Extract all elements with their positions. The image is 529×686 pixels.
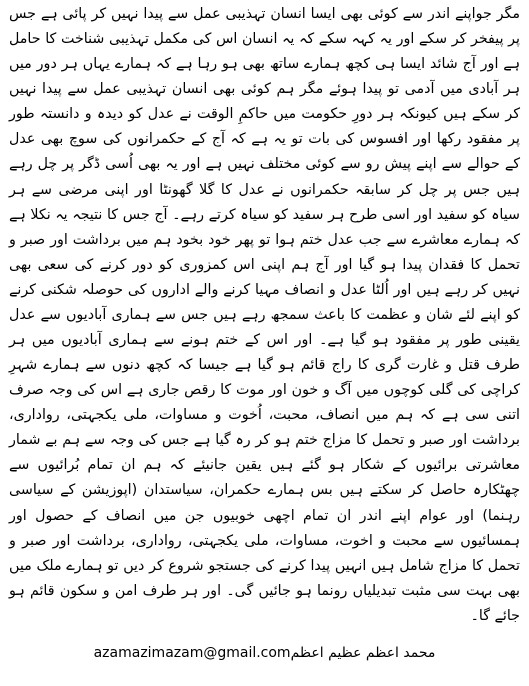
author-name: محمد اعظم عظیم اعظم xyxy=(290,645,436,661)
article-body: مگر جواپنے اندر سے کوئی بھی ایسا انسان تہذیبی عمل سے پیدا نہیں کر پائی ہے جس پر پیفخر کر سکے اور یہ کہہ سکے کہ یہ انسان اس کی مکمل تہذیبی شناخت کا حامل ہے اور آج شائد ایسا ہی کچھ ہمارے ساتھ بھی ہو رہا ہے کہ ہمارے یہاں ہر دور میں ہر آبادی میں آدمی تو پیدا ہوئے مگر ہم کوئی بھی انسان تہذیبی عمل سے پیدا نہیں کر سکے ہیں کیونکہ ہر دورِ حکومت میں حاکمِ الوقت نے عدل کو دیدہ و دانستہ طور پر مفقود رکھا اور افسوس کی بات تو یہ ہے کہ آج کے حکمرانوں کی سوچ بھی عدل کے حوالے سے اپنے پیش رو سے کوئی مختلف نہیں ہے اور یہ بھی اُسی ڈگر پر چل رہے ہیں جس پر چل کر سابقہ حکمرانوں نے عدل کا گلا گھونٹا اور اپنی مرضی سے ہر سیاہ کو سفید اور اسی طرح ہر سفید کو سیاہ کرتے رہے۔ آج جس کا نتیجہ یہ نکلا ہے کہ ہمارے معاشرے سے جب عدل ختم ہوا تو پھر خود بخود ہم میں برداشت اور صبر و تحمل کا فقدان پیدا ہو گیا اور آج ہم اپنی اس کمزوری کو دور کرنے کی سعی بھی نہیں کر رہے ہیں اور اُلٹا عدل و انصاف مہیا کرنے والے اداروں کی حوصلہ شکنی کرنے کو اپنے لئے شان و عظمت کا باعث سمجھ رہے ہیں جس سے ہماری آبادیوں سے عدل یقینی طور پر مفقود ہو گیا ہے۔ اور اس کے ختم ہونے سے ہماری آبادیوں میں ہر طرف قتل و غارت گری کا راج قائم ہو گیا ہے جیسا کہ کچھ دنوں سے ہمارے شہرِ کراچی کی گلی کوچوں میں آگ و خون اور موت کا رقص جاری ہے اس کی وجہ صرف اتنی سی ہے کہ ہم میں انصاف، محبت، اُخوت و مساوات، ملی یکجہتی، رواداری، برداشت اور صبر و تحمل کا مزاج ختم ہو کر رہ گیا ہے جس کی وجہ سے ہم بے شمار معاشرتی برائیوں کے شکار ہو گئے ہیں یقین جانیئے کہ ہم ان تمام بُرائیوں سے چھٹکارہ حاصل کر سکتے ہیں بس ہمارے حکمران، سیاستدان (اپوزیشن کے سیاسی رہنما) اور عوام اپنے اندر ان تمام اچھی خوبیوں جن میں انصاف کے حصول اور ہمسائیوں سے محبت و اخوت، مساوات، ملی یکجہتی، رواداری، برداشت اور صبر و تحمل کا مزاج شامل ہیں انہیں پیدا کرنے کی جستجو شروع کر دیں تو ہمارے ملک میں بھی بہت سی مثبت تبدیلیاں رونما ہو جائیں گی۔ اور ہر طرف امن و سکون قائم ہو جائے گا۔ xyxy=(9,6,520,624)
author-email: azamazimazam@gmail.com xyxy=(93,645,291,661)
author-signature xyxy=(0,643,529,663)
